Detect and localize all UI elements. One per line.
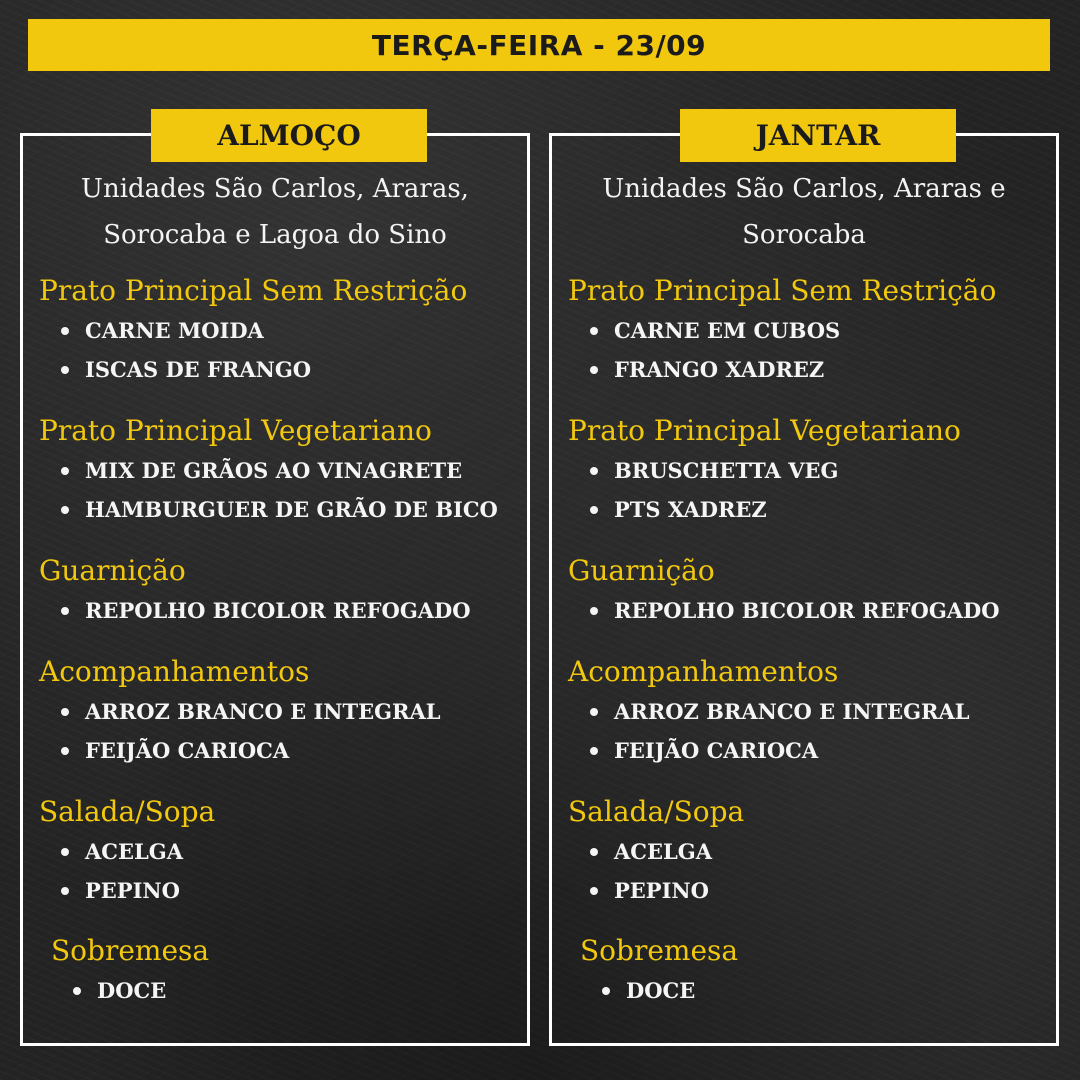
item-list: [51, 971, 517, 1010]
section-title: Prato Principal Vegetariano: [39, 414, 432, 447]
date-banner: [28, 19, 1050, 71]
menu-item-label: PTS XADREZ: [614, 497, 767, 522]
item-list: [39, 451, 517, 529]
bullet-icon: [590, 848, 598, 856]
menu-item: [568, 451, 1046, 490]
lunch-section-veg: [39, 413, 517, 529]
bullet-icon: [590, 708, 598, 716]
dinner-units-line1: Unidades São Carlos, Araras e: [602, 174, 1006, 204]
bullet-icon: [61, 467, 69, 475]
lunch-label: ALMOÇO: [217, 119, 361, 152]
menu-item-label: ACELGA: [614, 839, 713, 864]
date-title: TERÇA-FEIRA - 23/09: [371, 28, 707, 62]
section-title: Sobremesa: [51, 934, 210, 967]
menu-item: [568, 490, 1046, 529]
dinner-section-salad: [568, 794, 1046, 910]
section-title: Prato Principal Sem Restrição: [39, 274, 468, 307]
item-list: [39, 832, 517, 910]
menu-item-label: HAMBURGUER DE GRÃO DE BICO: [85, 497, 498, 522]
section-title: Prato Principal Vegetariano: [568, 414, 961, 447]
dinner-section-veg: [568, 413, 1046, 529]
menu-item: [51, 971, 517, 1010]
lunch-panel: [20, 119, 530, 1046]
item-list: [568, 692, 1046, 770]
menu-item: [568, 871, 1046, 910]
menu-item: [39, 451, 517, 490]
menu-item-label: BRUSCHETTA VEG: [614, 458, 839, 483]
menu-item: [568, 350, 1046, 389]
item-list: [568, 451, 1046, 529]
menu-item: [568, 591, 1046, 630]
bullet-icon: [61, 366, 69, 374]
menu-item: [568, 692, 1046, 731]
bullet-icon: [61, 848, 69, 856]
menu-item-label: FEIJÃO CARIOCA: [614, 738, 819, 763]
bullet-icon: [73, 987, 81, 995]
menu-item-label: ISCAS DE FRANGO: [85, 357, 312, 382]
menu-item: [568, 311, 1046, 350]
section-title: Acompanhamentos: [39, 655, 310, 688]
lunch-units: [23, 166, 527, 258]
item-list: [568, 311, 1046, 389]
bullet-icon: [602, 987, 610, 995]
dinner-label: JANTAR: [755, 119, 881, 152]
menu-item-label: FEIJÃO CARIOCA: [85, 738, 290, 763]
bullet-icon: [61, 506, 69, 514]
menu-item-label: FRANGO XADREZ: [614, 357, 825, 382]
bullet-icon: [61, 708, 69, 716]
bullet-icon: [590, 366, 598, 374]
menu-item: [39, 832, 517, 871]
item-list: [39, 311, 517, 389]
lunch-section-sides: [39, 654, 517, 770]
menu-item-label: PEPINO: [85, 878, 180, 903]
bullet-icon: [590, 506, 598, 514]
dinner-section-main: [568, 273, 1046, 389]
menu-item-label: ARROZ BRANCO E INTEGRAL: [85, 699, 441, 724]
menu-item: [39, 731, 517, 770]
lunch-label-tag: [151, 109, 427, 162]
menu-item: [39, 692, 517, 731]
dinner-section-sides: [568, 654, 1046, 770]
menu-item-label: MIX DE GRÃOS AO VINAGRETE: [85, 458, 463, 483]
bullet-icon: [61, 327, 69, 335]
bullet-icon: [590, 327, 598, 335]
item-list: [568, 832, 1046, 910]
menu-item: [39, 591, 517, 630]
section-title: Guarnição: [39, 554, 186, 587]
dinner-units-line2: Sorocaba: [742, 220, 866, 250]
dinner-panel: [549, 119, 1059, 1046]
bullet-icon: [590, 747, 598, 755]
menu-item-label: CARNE MOIDA: [85, 318, 264, 343]
menu-item: [39, 871, 517, 910]
item-list: [39, 692, 517, 770]
menu-item: [568, 731, 1046, 770]
lunch-units-line1: Unidades São Carlos, Araras,: [81, 174, 469, 204]
section-title: Salada/Sopa: [568, 795, 745, 828]
bullet-icon: [590, 467, 598, 475]
menu-item-label: DOCE: [97, 978, 167, 1003]
menu-item-label: ACELGA: [85, 839, 184, 864]
section-title: Sobremesa: [580, 934, 739, 967]
dinner-label-tag: [680, 109, 956, 162]
menu-item: [580, 971, 1046, 1010]
lunch-section-salad: [39, 794, 517, 910]
section-title: Guarnição: [568, 554, 715, 587]
bullet-icon: [590, 607, 598, 615]
menu-item-label: ARROZ BRANCO E INTEGRAL: [614, 699, 970, 724]
lunch-section-garnish: [39, 553, 517, 630]
menu-item: [39, 490, 517, 529]
lunch-units-line2: Sorocaba e Lagoa do Sino: [103, 220, 447, 250]
menu-item: [568, 832, 1046, 871]
item-list: [580, 971, 1046, 1010]
lunch-section-main: [39, 273, 517, 389]
menu-item: [39, 311, 517, 350]
item-list: [568, 591, 1046, 630]
section-title: Salada/Sopa: [39, 795, 216, 828]
menu-item-label: REPOLHO BICOLOR REFOGADO: [85, 598, 471, 623]
bullet-icon: [590, 887, 598, 895]
bullet-icon: [61, 887, 69, 895]
section-title: Prato Principal Sem Restrição: [568, 274, 997, 307]
section-title: Acompanhamentos: [568, 655, 839, 688]
item-list: [39, 591, 517, 630]
dinner-section-garnish: [568, 553, 1046, 630]
dinner-section-dessert: [580, 933, 1046, 1010]
menu-item-label: DOCE: [626, 978, 696, 1003]
menu-item: [39, 350, 517, 389]
menu-item-label: REPOLHO BICOLOR REFOGADO: [614, 598, 1000, 623]
lunch-section-dessert: [51, 933, 517, 1010]
menu-item-label: CARNE EM CUBOS: [614, 318, 841, 343]
dinner-units: [552, 166, 1056, 258]
bullet-icon: [61, 607, 69, 615]
menu-item-label: PEPINO: [614, 878, 709, 903]
bullet-icon: [61, 747, 69, 755]
